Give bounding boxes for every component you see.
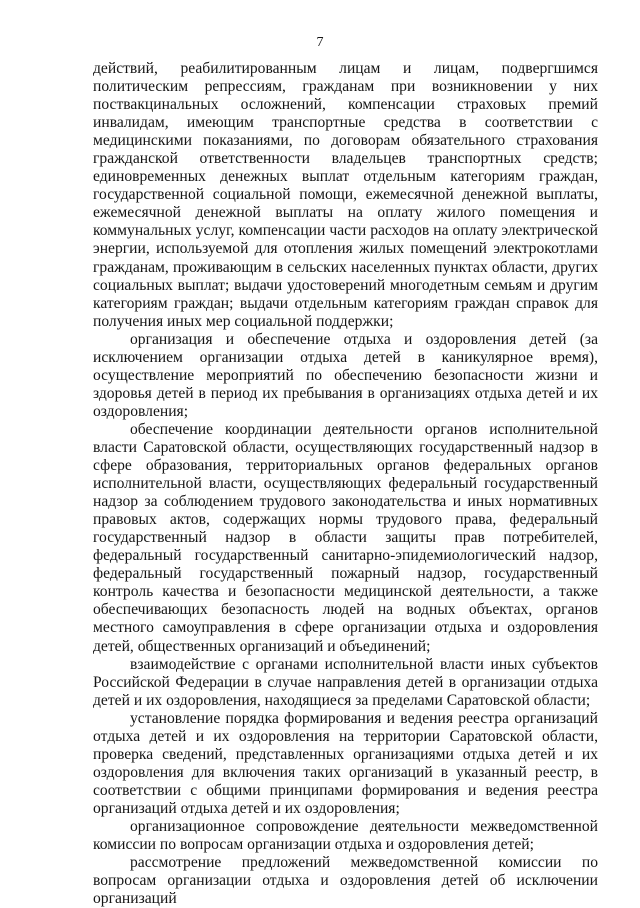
- paragraph-commission-proposals: рассмотрение предложений межведомственной комиссии по вопросам организации отдыха и оздоровления детей об исключении организаций: [93, 854, 598, 908]
- paragraph-interaction: взаимодействие с органами исполнительной власти иных субъектов Российской Федерации в случае направления детей в организации отдыха детей и их оздоровления, находящиеся за пределами Саратовской области;: [93, 655, 598, 709]
- paragraph-children-rest: организация и обеспечение отдыха и оздоровления детей (за исключением организации отдыха детей в каникулярное время), осуществление мероприятий по обеспечению безопасности жизни и здоровья детей в период их пребывания в организациях отдыха детей и их оздоровления;: [93, 330, 598, 420]
- paragraph-commission-support: организационное сопровождение деятельности межведомственной комиссии по вопросам организации отдыха и оздоровления детей;: [93, 817, 598, 854]
- paragraph-continued: действий, реабилитированным лицам и лицам, подвергшимся политическим репрессиям, гражданам при возникновении у них поствакцинальных осложнений, компенсации страховых премий инвалидам, имеющим транспортные средства в соответствии с медицинскими показаниями, по договорам обязательного страхования гражданской ответственности владельцев транспортных средств; единовременных денежных выплат отдельным категориям граждан, государственной социальной помощи, ежемесячной денежной выплаты, ежемесячной денежной выплаты на оплату жилого помещения и коммунальных услуг, компенсации части расходов на оплату электрической энергии, используемой для отопления жилых помещений электрокотлами гражданам, проживающим в сельских населенных пунктах области, других социальных выплат; выдачи удостоверений многодетным семьям и другим категориям граждан; выдачи отдельным категориям граждан справок для получения иных мер социальной поддержки;: [93, 60, 598, 330]
- paragraph-registry: установление порядка формирования и ведения реестра организаций отдыха детей и их оздоровления на территории Саратовской области, проверка сведений, представленных организациями отдыха детей и их оздоровления для включения таких организаций в указанный реестр, в соответствии с общими принципами формирования и ведения реестра организаций отдыха детей и их оздоровления;: [93, 709, 598, 817]
- page-number: 7: [316, 35, 324, 50]
- document-body: [93, 60, 598, 908]
- paragraph-coordination: обеспечение координации деятельности органов исполнительной власти Саратовской области, осуществляющих государственный надзор в сфере образования, территориальных органов федеральных органов исполнительной власти, осуществляющих федеральный государственный надзор за соблюдением трудового законодательства и иных нормативных правовых актов, содержащих нормы трудового права, федеральный государственный надзор в области защиты прав потребителей, федеральный государственный санитарно-эпидемиологический надзор, федеральный государственный пожарный надзор, государственный контроль качества и безопасности медицинской деятельности, а также обеспечивающих безопасность людей на водных объектах, органов местного самоуправления в сфере организации отдыха и оздоровления детей, общественных организаций и объединений;: [93, 420, 598, 655]
